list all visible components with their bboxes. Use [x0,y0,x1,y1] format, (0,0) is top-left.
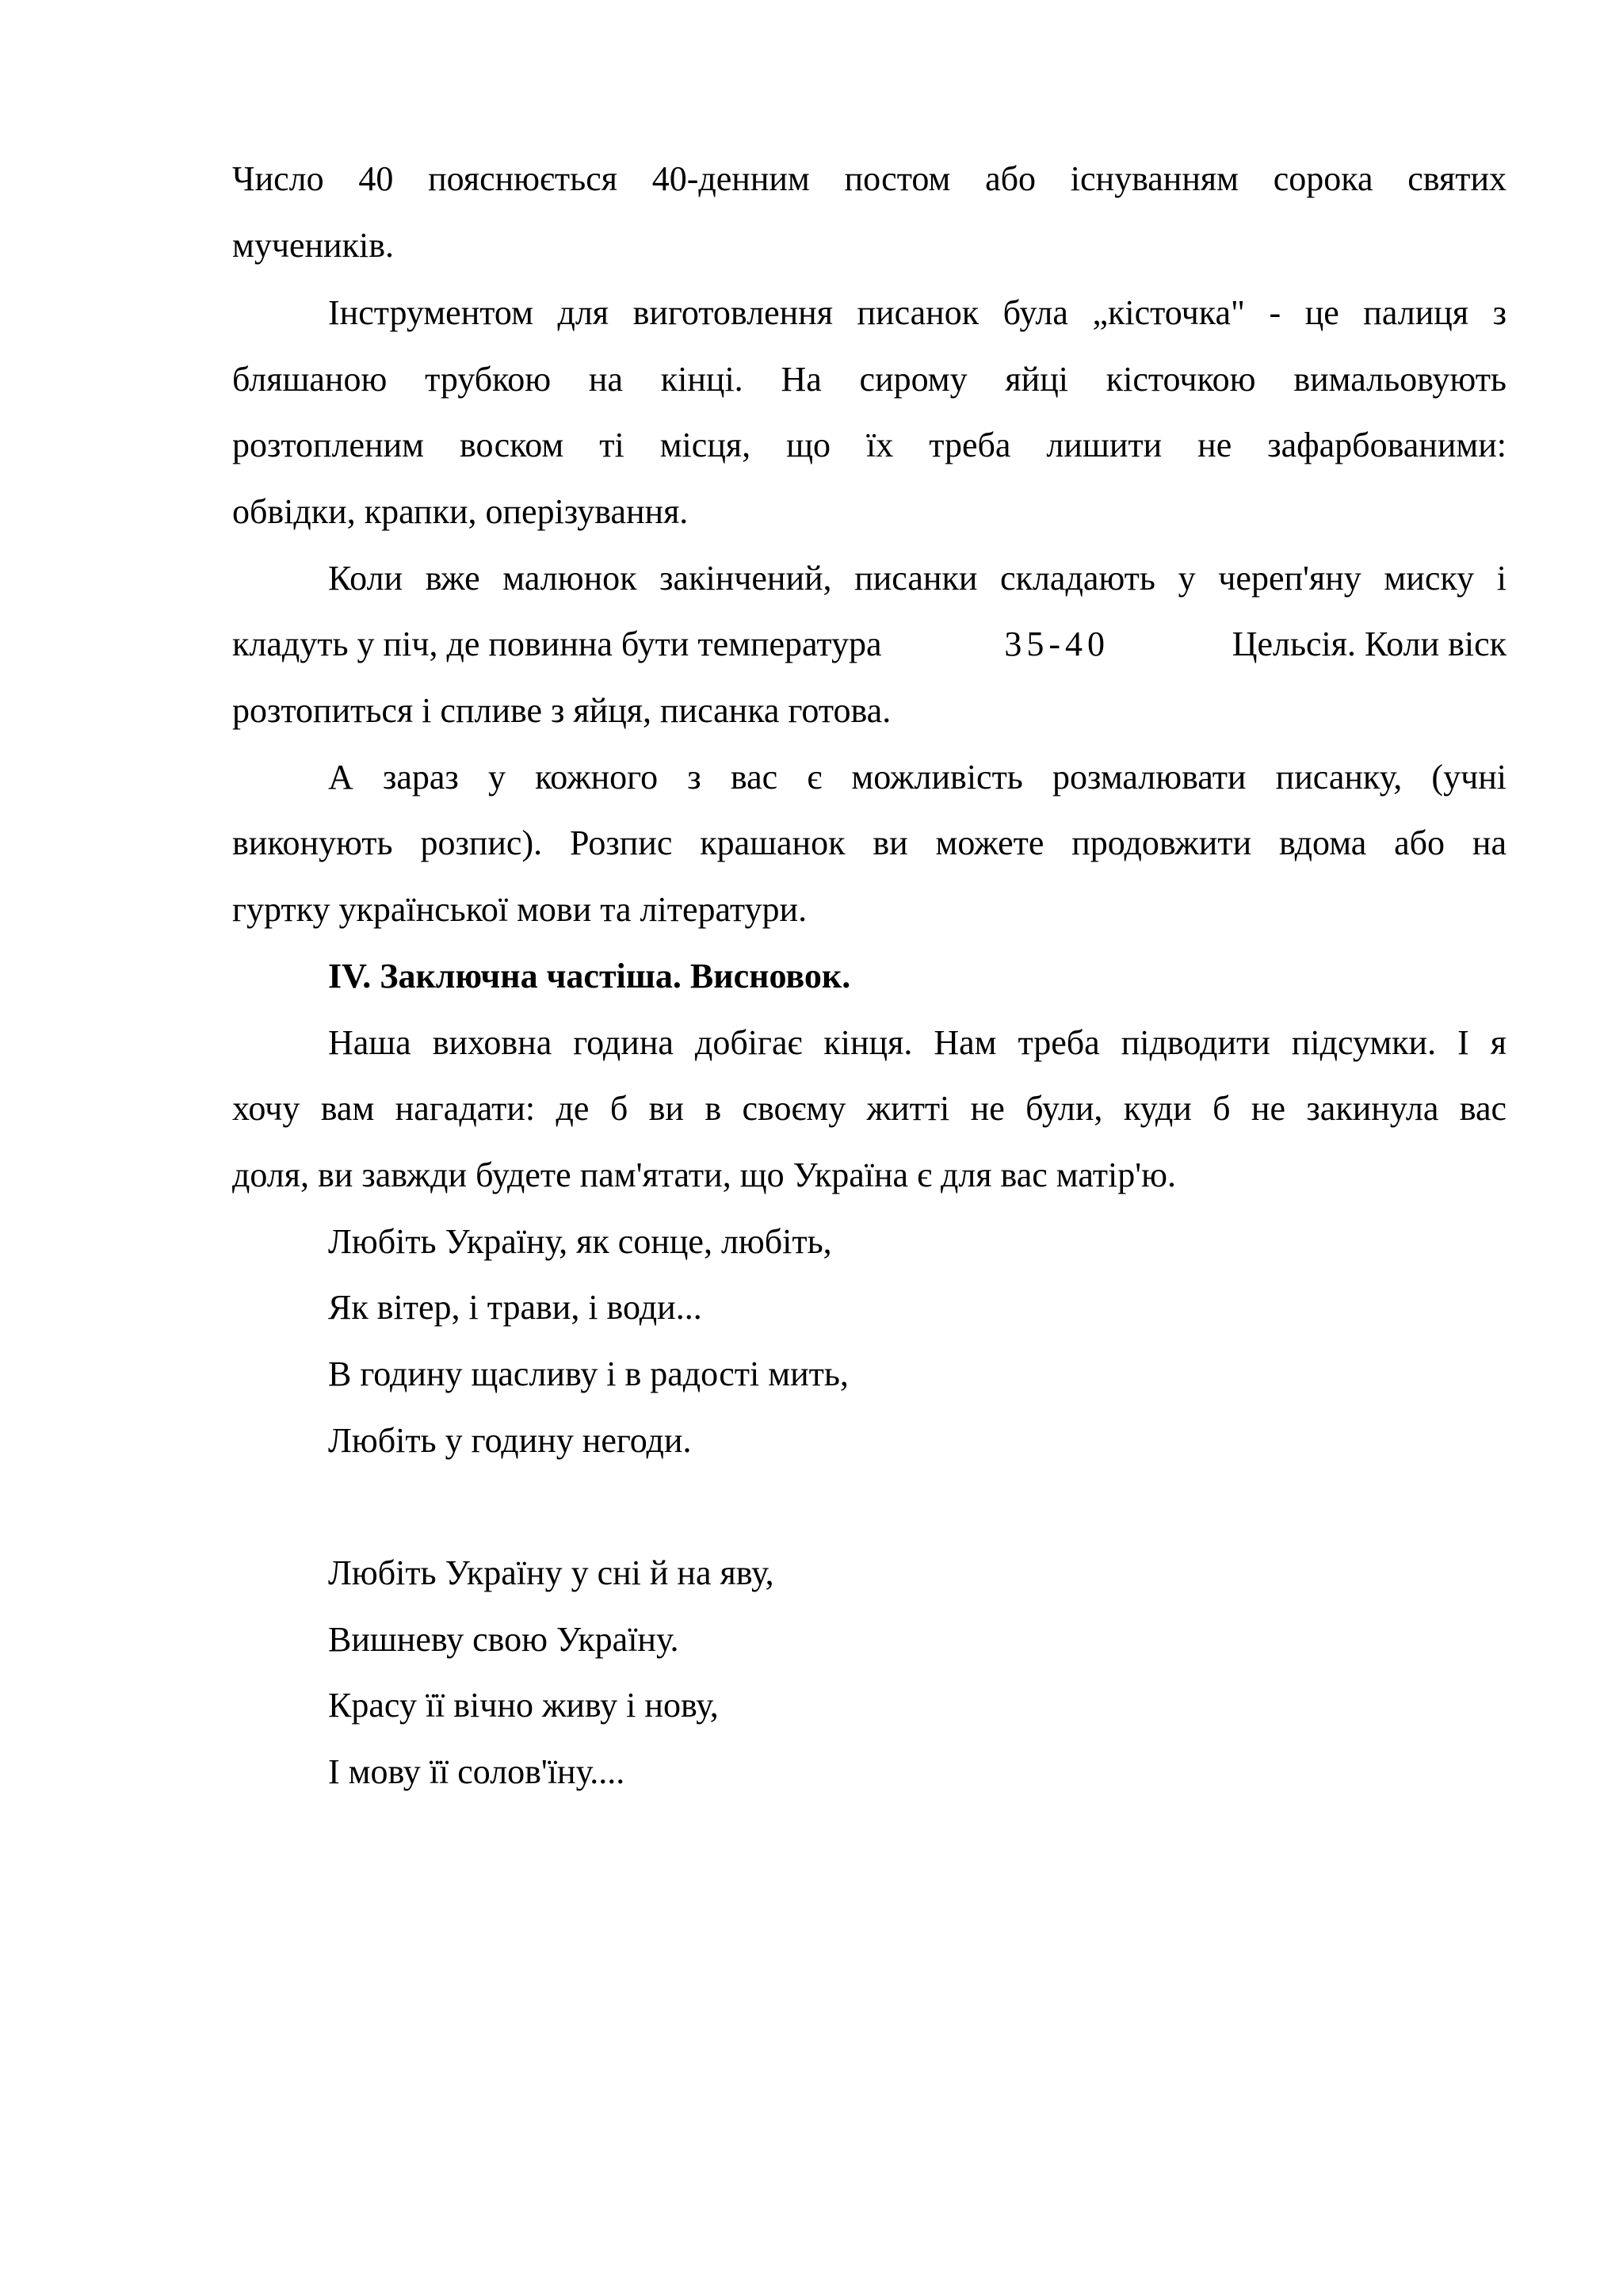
paragraph-2-line-4: обвідки, крапки, оперізування. [232,492,689,531]
poem-stanza-2-line-3: Красу її вічно живу і нову, [328,1686,719,1725]
poem-stanza-1-line-3: В годину щасливу і в радості мить, [328,1354,849,1393]
temperature-value: 35-40 [1004,625,1109,663]
paragraph-2-line-3: розтопленим воском ті місця, що їх треба лишити не зафарбованими: [232,426,1507,464]
poem-stanza-1-line-4: Любіть у годину негоди. [328,1421,692,1460]
paragraph-1-line-2: мучеників. [232,226,394,265]
poem-stanza-2-line-1: Любіть Україну у сні й на яву, [328,1553,774,1592]
paragraph-4-line-1: А зараз у кожного з вас є можливість розмалювати писанку, (учні [328,758,1507,797]
poem-stanza-2-line-4: І мову її солов'їну.... [328,1752,625,1791]
paragraph-2-line-1: Інструментом для виготовлення писанок була „кісточка" - це палиця з [328,293,1507,332]
poem-stanza-1-line-1: Любіть Україну, як сонце, любіть, [328,1222,832,1261]
paragraph-2-line-2: бляшаною трубкою на кінці. На сирому яйці кісточкою вимальовують [232,360,1507,399]
paragraph-3-line-2-part-1: кладуть у піч, де повинна бути температура [232,625,882,663]
paragraph-3-line-2-part-2: Цельсія. Коли віск [1232,625,1507,663]
paragraph-5-line-2: хочу вам нагадати: де б ви в своєму житті не були, куди б не закинула вас [232,1089,1507,1128]
paragraph-4-line-2: виконують розпис). Розпис крашанок ви можете продовжити вдома або на [232,823,1507,862]
paragraph-3-line-1: Коли вже малюнок закінчений, писанки складають у череп'яну миску і [328,559,1507,598]
paragraph-1-line-1: Число 40 пояснюється 40-денним постом або існуванням сорока святих [232,159,1507,198]
paragraph-5-line-3: доля, ви завжди будете пам'ятати, що Україна є для вас матір'ю. [232,1156,1176,1194]
poem-stanza-2-line-2: Вишневу свою Україну. [328,1620,679,1659]
paragraph-3-line-2 [232,622,1507,667]
paragraph-4-line-3: гуртку української мови та літератури. [232,890,808,929]
poem-stanza-1-line-2: Як вітер, і трави, і води... [328,1288,702,1327]
paragraph-5-line-1: Наша виховна година добігає кінця. Нам треба підводити підсумки. І я [328,1023,1507,1062]
paragraph-3-line-3: розтопиться і спливе з яйця, писанка готова. [232,691,892,730]
section-heading: IV. Заключна частіша. Висновок. [328,957,851,995]
